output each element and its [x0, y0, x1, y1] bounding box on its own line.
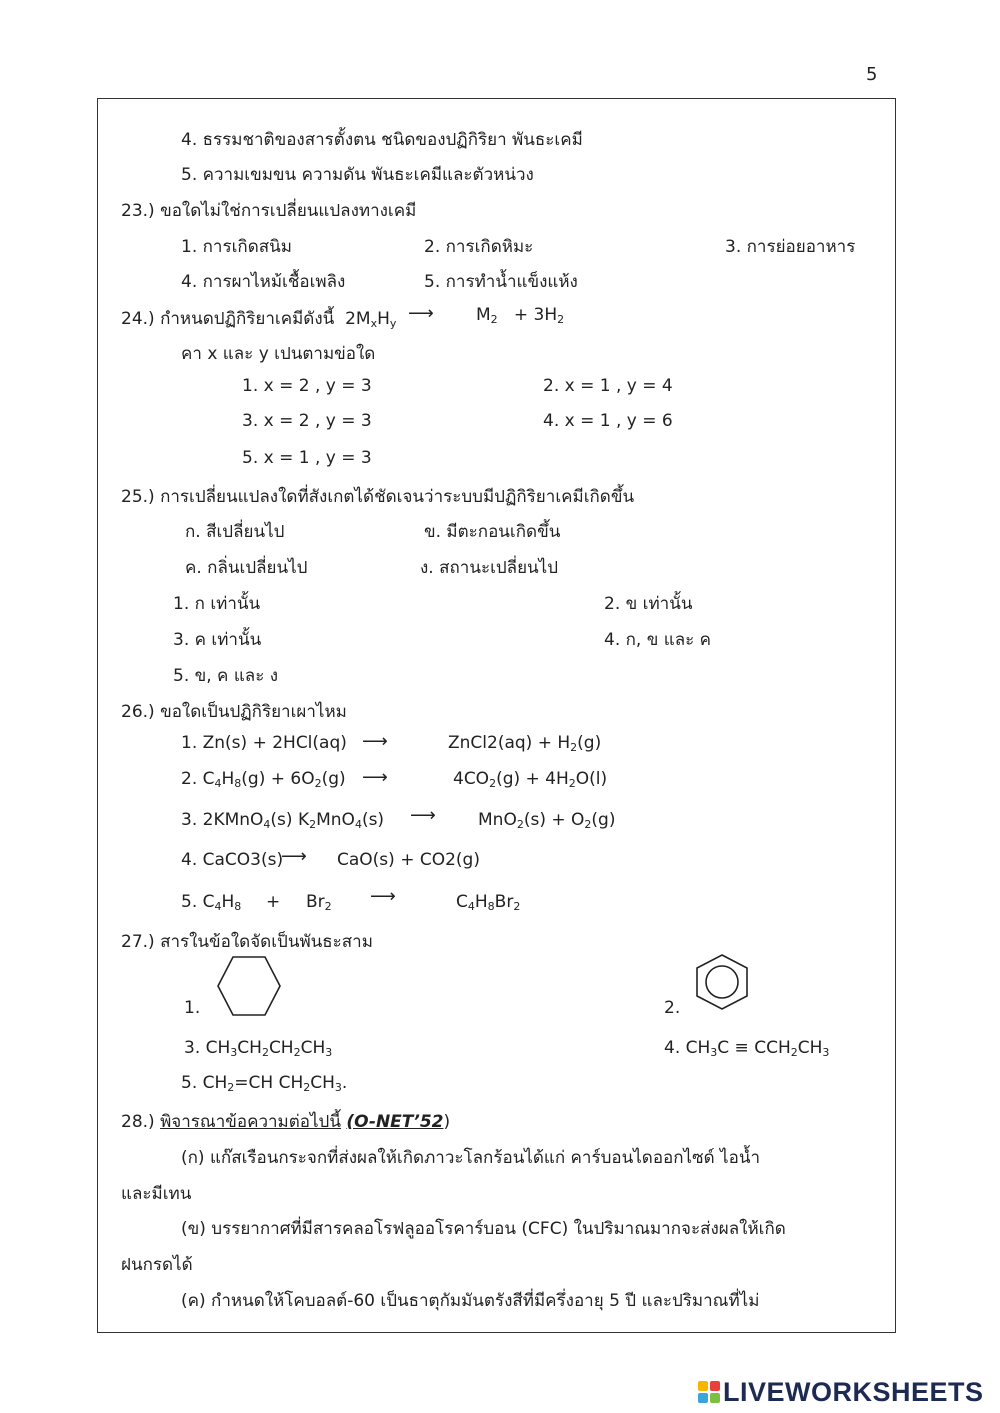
q28-statement-c-line1: (ค) กำหนดให้โคบอลต์-60 เป็นธาตุกัมมันตรังสีที่มีครึ่งอายุ 5 ปี และปริมาณที่ไม่: [181, 1291, 760, 1311]
q24-option-1: 1. x = 2 , y = 3: [242, 376, 372, 396]
q27-option-2-label: 2.: [664, 998, 681, 1018]
q26-option-1-arrow: ⟶: [362, 731, 388, 752]
q27-option-4: 4. $CH_3C \equiv CCH_2CH_3$: [664, 1038, 830, 1059]
logo-square-3: [698, 1393, 708, 1403]
q28-prefix: 28.): [121, 1112, 161, 1132]
q24-prefix: 24.) กำหนดปฏิกิริยาเคมีดังนี้: [121, 309, 335, 329]
page-number: 5: [866, 64, 878, 85]
q26-option-3-left: 3. 2KMnO$_4$(s) $K_2MnO_4(s)$: [181, 810, 385, 831]
q24-question: [121, 305, 396, 332]
q28-statement-b-line2: ฝนกรดได้: [121, 1255, 193, 1275]
q27-question: 27.) สารในข้อใดจัดเป็นพันธะสาม: [121, 932, 373, 952]
q23-option-1: 1. การเกิดสนิม: [181, 237, 292, 257]
q28-question: [121, 1108, 450, 1135]
q26-option-5-reactant-1: 5. $C_4H_8$: [181, 892, 242, 913]
q27-option-3: 3. $CH_3CH_2CH_2CH_3$: [184, 1038, 333, 1059]
q26-option-5-arrow: ⟶: [370, 886, 396, 907]
q26-option-2-arrow: ⟶: [362, 767, 388, 788]
q28-title: พิจารณาข้อความต่อไปนี้: [160, 1112, 341, 1132]
q26-option-4-right: CaO(s) + CO2(g): [337, 850, 480, 870]
q24-option-2: 2. x = 1 , y = 4: [543, 376, 673, 396]
q23-question: 23.) ขอใดไม่ใช่การเปลี่ยนแปลงทางเคมี: [121, 201, 417, 221]
q27-option-5: 5. $CH_2=CH$ $CH_2CH_3$.: [181, 1073, 348, 1094]
q26-option-5-product: $C_4H_8Br_2$: [456, 892, 521, 913]
q26-option-4-left: 4. CaCO3(s): [181, 850, 284, 870]
q25-statement-a: ก. สีเปลี่ยนไป: [185, 522, 285, 542]
q24-reactant: $2M_xH_y$: [345, 309, 397, 330]
q28-statement-b-line1: (ข) บรรยากาศที่มีสารคลอโรฟลูออโรคาร์บอน (CFC) ในปริมาณมากจะส่งผลให้เกิด: [181, 1219, 786, 1239]
q28-close: ): [443, 1112, 451, 1132]
cyclohexane-structure: [216, 955, 282, 1017]
q23-option-3: 3. การย่อยอาหาร: [725, 237, 856, 257]
q25-option-4: 4. ก, ข และ ค: [604, 630, 712, 650]
liveworksheets-icon: [698, 1381, 720, 1403]
q28-statement-a-line1: (ก) แก๊สเรือนกระจกที่ส่งผลให้เกิดภาวะโลกร้อนได้แก่ คาร์บอนไดออกไซด์ ไอน้ำ: [181, 1148, 760, 1168]
q24-arrow: ⟶: [408, 303, 434, 324]
logo-square-1: [698, 1381, 708, 1391]
q26-option-1-right: ZnCl2(aq) + $H_2(g)$: [448, 733, 602, 754]
q25-option-2: 2. ข เท่านั้น: [604, 594, 693, 614]
q23-option-5: 5. การทำน้ำแข็งแห้ง: [424, 272, 578, 292]
q26-option-1-left: 1. Zn(s) + 2HCl(aq): [181, 733, 347, 753]
liveworksheets-brand: LIVEWORKSHEETS: [723, 1376, 984, 1407]
q25-statement-d: ง. สถานะเปลี่ยนไป: [420, 558, 559, 578]
q26-option-5-plus: +: [266, 892, 281, 912]
q26-option-2-left: 2. $C_4H_8(g) + 6O_2(g)$: [181, 769, 346, 790]
benzene-structure: [692, 953, 752, 1011]
q25-option-1: 1. ก เท่านั้น: [173, 594, 261, 614]
q26-option-5-reactant-2: $Br_2$: [306, 892, 332, 913]
q26-option-3-right: $MnO_2(s) + O_2(g)$: [478, 810, 616, 831]
q25-statement-c: ค. กลิ่นเปลี่ยนไป: [185, 558, 308, 578]
q25-question: 25.) การเปลี่ยนแปลงใดที่สังเกตได้ชัดเจนว่าระบบมีปฏิกิริยาเคมีเกิดขึ้น: [121, 487, 635, 507]
q26-question: 26.) ขอใดเป็นปฏิกิริยาเผาไหม: [121, 702, 347, 722]
q24-products: $M_2$ + $3H_2$: [476, 305, 565, 326]
q24-option-3: 3. x = 2 , y = 3: [242, 411, 372, 431]
q24-subquestion: คา x และ y เปนตามข่อใด: [181, 344, 376, 364]
q28-source: (O-NET’52: [346, 1112, 444, 1132]
q24-option-5: 5. x = 1 , y = 3: [242, 448, 372, 468]
liveworksheets-logo[interactable]: [698, 1378, 984, 1406]
prev-option-5: 5. ความเขมขน ความดัน พันธะเคมีและตัวหน่วง: [181, 165, 534, 185]
q27-option-1-label: 1.: [184, 998, 201, 1018]
q26-option-4-arrow: ⟶: [281, 846, 307, 867]
q25-statement-b: ข. มีตะกอนเกิดขึ้น: [424, 522, 561, 542]
q24-option-4: 4. x = 1 , y = 6: [543, 411, 673, 431]
q25-option-3: 3. ค เท่านั้น: [173, 630, 262, 650]
q23-option-2: 2. การเกิดหิมะ: [424, 237, 534, 257]
logo-square-2: [710, 1381, 720, 1391]
logo-square-4: [710, 1393, 720, 1403]
prev-option-4: 4. ธรรมชาติของสารตั้งตน ชนิดของปฏิกิริยา พันธะเคมี: [181, 130, 583, 150]
q25-option-5: 5. ข, ค และ ง: [173, 666, 279, 686]
q23-option-4: 4. การผาไหม้เชื้อเพลิง: [181, 272, 346, 292]
q28-statement-a-line2: และมีเทน: [121, 1184, 192, 1204]
q26-option-2-right: $4CO_2(g) + 4H_2O(l)$: [453, 769, 608, 790]
q26-option-3-arrow: ⟶: [410, 805, 436, 826]
